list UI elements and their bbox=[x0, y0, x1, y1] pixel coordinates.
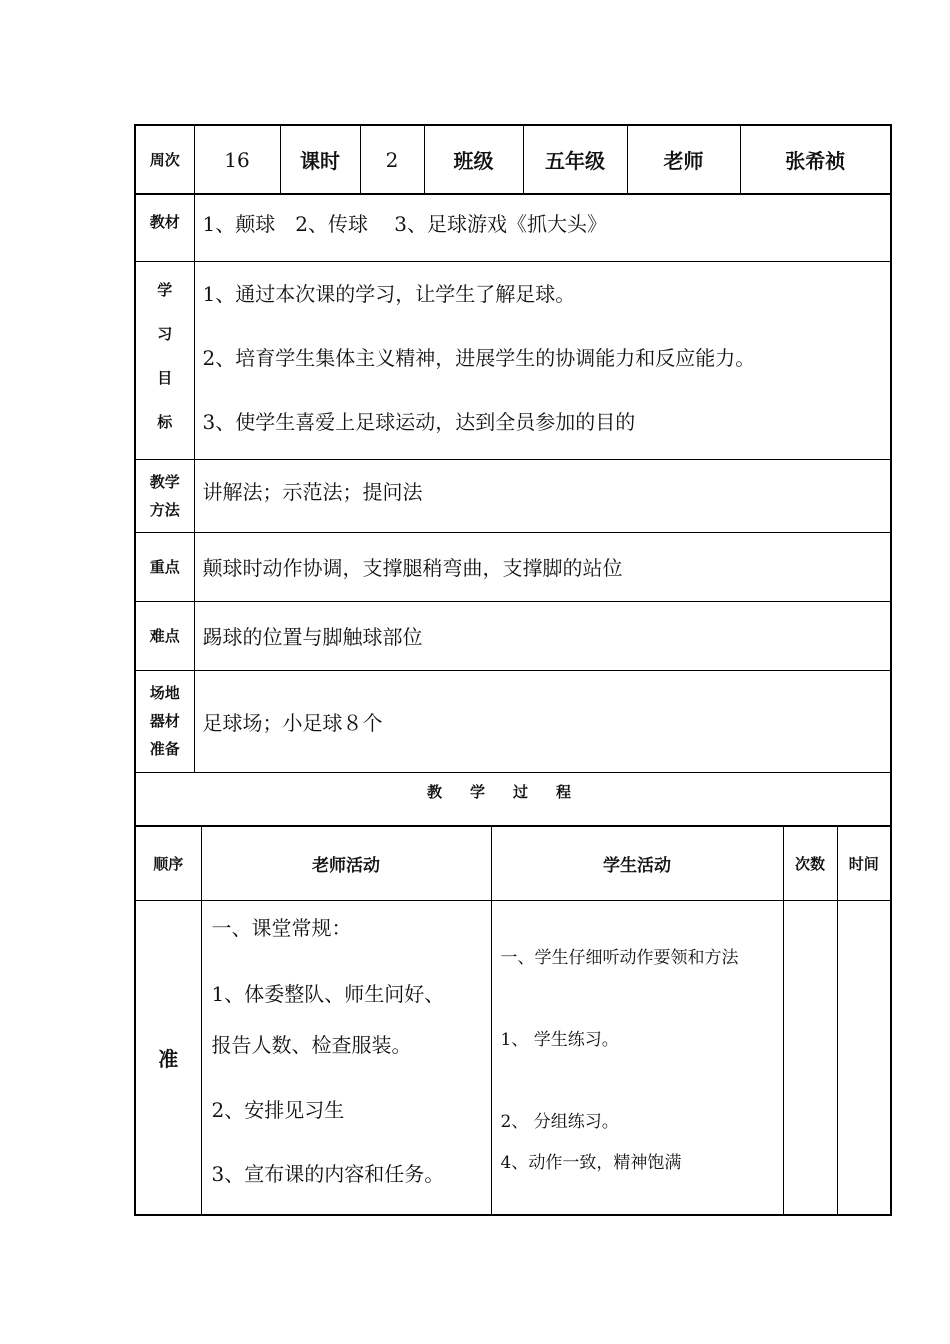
teacher-activity-line: 一、课堂常规： bbox=[211, 916, 352, 940]
time-cell bbox=[837, 901, 891, 1215]
time-column-header: 时间 bbox=[837, 827, 891, 901]
class-label: 班级 bbox=[424, 125, 523, 194]
process-step-row bbox=[135, 901, 891, 1215]
process-header-row bbox=[135, 827, 891, 901]
key-point-value: 颠球时动作协调，支撑腿稍弯曲，支撑脚的站位 bbox=[194, 532, 891, 601]
teacher-activity-line: 报告人数、检查服装。 bbox=[211, 1033, 412, 1057]
venue-row bbox=[135, 670, 891, 772]
goals-row bbox=[135, 261, 891, 459]
header-row bbox=[135, 125, 891, 194]
teacher-label: 老师 bbox=[627, 125, 740, 194]
student-activity-line: 1、 学生练习。 bbox=[500, 1030, 619, 1050]
teacher-value: 张希祯 bbox=[740, 125, 891, 194]
venue-label-line: 准备 bbox=[149, 740, 180, 758]
step-label: 准 bbox=[135, 901, 201, 1215]
key-point-row bbox=[135, 532, 891, 601]
student-activity-line: 2、 分组练习。 bbox=[500, 1112, 619, 1132]
materials-value: 1、颠球 2、传球 3、足球游戏《抓大头》 bbox=[194, 194, 891, 261]
goals-label-char: 标 bbox=[157, 412, 173, 431]
materials-row bbox=[135, 194, 891, 261]
goal-item: 3、使学生喜爱上足球运动，达到全员参加的目的 bbox=[202, 409, 636, 434]
materials-label: 教材 bbox=[135, 194, 194, 261]
teacher-activity-line: 1、体委整队、师生问好、 bbox=[211, 982, 445, 1006]
week-value: 16 bbox=[194, 125, 280, 194]
student-activity-line: 一、学生仔细听动作要领和方法 bbox=[500, 948, 739, 968]
teacher-activity-column-header: 老师活动 bbox=[201, 827, 491, 901]
teacher-activity-line: 2、安排见习生 bbox=[211, 1098, 345, 1122]
week-label: 周次 bbox=[135, 125, 194, 194]
key-point-label: 重点 bbox=[135, 532, 194, 601]
goals-label bbox=[135, 261, 194, 459]
difficulty-value: 踢球的位置与脚触球部位 bbox=[194, 601, 891, 670]
student-activity-column-header: 学生活动 bbox=[491, 827, 783, 901]
venue-value: 足球场；小足球８个 bbox=[194, 670, 891, 772]
goals-list bbox=[194, 261, 891, 459]
process-title: 教学过程 bbox=[135, 772, 891, 826]
difficulty-label: 难点 bbox=[135, 601, 194, 670]
venue-label-line: 器材 bbox=[149, 712, 180, 730]
difficulty-row bbox=[135, 601, 891, 670]
count-column-header: 次数 bbox=[783, 827, 837, 901]
student-activity-cell bbox=[491, 901, 783, 1215]
teacher-activity-line: 3、宣布课的内容和任务。 bbox=[211, 1162, 445, 1186]
venue-label bbox=[135, 670, 194, 772]
process-table bbox=[134, 826, 892, 1216]
method-row bbox=[135, 459, 891, 532]
goals-label-char: 目 bbox=[157, 368, 173, 387]
method-label-line: 教学 bbox=[149, 472, 180, 491]
process-title-row bbox=[135, 772, 891, 826]
class-value: 五年级 bbox=[523, 125, 627, 194]
venue-label-line: 场地 bbox=[149, 684, 180, 702]
goal-item: 1、通过本次课的学习，让学生了解足球。 bbox=[202, 281, 576, 306]
method-label bbox=[135, 459, 194, 532]
goal-item: 2、培育学生集体主义精神，进展学生的协调能力和反应能力。 bbox=[202, 345, 756, 370]
student-activity-line: 4、动作一致，精神饱满 bbox=[500, 1153, 682, 1173]
method-value: 讲解法；示范法；提问法 bbox=[194, 459, 891, 532]
method-label-line: 方法 bbox=[149, 500, 180, 519]
count-cell bbox=[783, 901, 837, 1215]
goals-label-char: 学 bbox=[157, 280, 173, 299]
order-column-header: 顺序 bbox=[135, 827, 201, 901]
period-value: 2 bbox=[360, 125, 424, 194]
goals-label-char: 习 bbox=[157, 324, 173, 343]
period-label: 课时 bbox=[280, 125, 360, 194]
lesson-info-table bbox=[134, 124, 892, 827]
teacher-activity-cell bbox=[201, 901, 491, 1215]
